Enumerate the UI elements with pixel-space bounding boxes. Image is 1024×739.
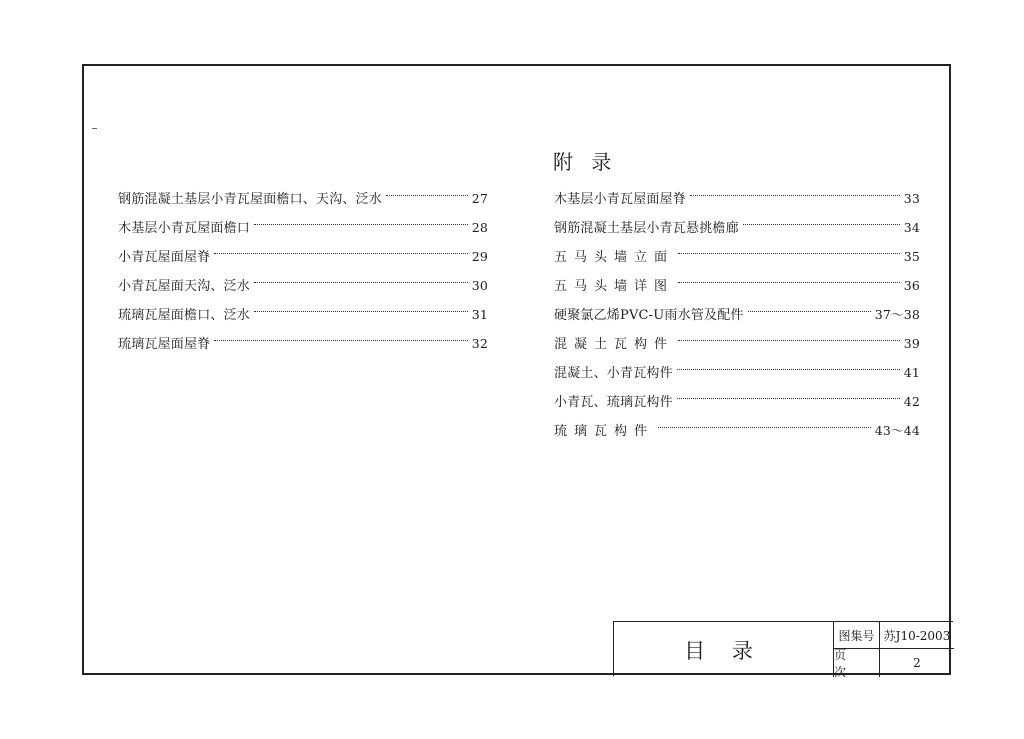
toc-entry-title: 五马头墙详图 [554, 279, 675, 294]
toc-entry[interactable] [118, 271, 488, 300]
dot-leader [690, 195, 900, 196]
toc-entry-page: 37～38 [874, 307, 920, 322]
toc-entry-title: 硬聚氯乙烯PVC-U雨水管及配件 [554, 308, 744, 323]
toc-entry-title: 木基层小青瓦屋面檐口 [118, 221, 251, 236]
toc-entry-title: 钢筋混凝土基层小青瓦悬挑檐廊 [554, 221, 739, 236]
toc-entry-title: 木基层小青瓦屋面屋脊 [554, 192, 687, 207]
appendix-entry[interactable] [554, 358, 920, 387]
dot-leader [386, 195, 468, 196]
page-number: 2 [913, 656, 921, 670]
toc-entry-page: 39 [903, 336, 920, 351]
drawing-title: 目 录 [614, 622, 834, 677]
dot-leader [254, 311, 468, 312]
appendix-entry[interactable] [554, 416, 920, 445]
atlas-number-label: 图集号 [834, 622, 880, 649]
toc-entry-title: 琉璃瓦构件 [554, 424, 655, 439]
appendix-heading: 附 录 [553, 150, 618, 174]
dot-leader [743, 224, 900, 225]
dot-leader [214, 340, 467, 341]
dot-leader [214, 253, 467, 254]
appendix-entry[interactable] [554, 271, 920, 300]
dot-leader [748, 311, 871, 312]
toc-entry-page: 32 [471, 336, 488, 351]
dot-leader [677, 398, 900, 399]
toc-entry-page: 29 [471, 249, 488, 264]
toc-entry-page: 34 [903, 220, 920, 235]
toc-entry-title: 琉璃瓦屋面檐口、泛水 [118, 308, 251, 323]
appendix-entry[interactable] [554, 213, 920, 242]
appendix-entry[interactable] [554, 300, 920, 329]
dot-leader [254, 224, 468, 225]
appendix-entry[interactable] [554, 329, 920, 358]
toc-entry-page: 27 [471, 191, 488, 206]
toc-entry[interactable] [118, 329, 488, 358]
toc-entry-title: 钢筋混凝土基层小青瓦屋面檐口、天沟、泛水 [118, 192, 383, 207]
toc-entry-page: 31 [471, 307, 488, 322]
toc-entry-page: 42 [903, 394, 920, 409]
toc-entry[interactable] [118, 213, 488, 242]
toc-entry[interactable] [118, 184, 488, 213]
toc-entry-title: 小青瓦屋面屋脊 [118, 250, 211, 265]
toc-entry[interactable] [118, 300, 488, 329]
page-number-label: 页 次 [834, 649, 880, 677]
dot-leader [678, 253, 900, 254]
title-block [613, 621, 953, 679]
toc-entry-title: 小青瓦、琉璃瓦构件 [554, 395, 673, 410]
scan-speck [92, 128, 97, 129]
toc-entry-title: 琉璃瓦屋面屋脊 [118, 337, 211, 352]
toc-entry-page: 28 [471, 220, 488, 235]
toc-entry-page: 30 [471, 278, 488, 293]
appendix-entry[interactable] [554, 387, 920, 416]
appendix-entry[interactable] [554, 184, 920, 213]
dot-leader [658, 427, 871, 428]
dot-leader [677, 369, 900, 370]
atlas-number: 苏J10-2003 [880, 622, 954, 649]
toc-entry-page: 43～44 [874, 423, 920, 438]
toc-entry-page: 33 [903, 191, 920, 206]
toc-entry-title: 混凝土、小青瓦构件 [554, 366, 673, 381]
toc-entry-page: 41 [903, 365, 920, 380]
toc-entry-title: 五马头墙立面 [554, 250, 675, 265]
dot-leader [678, 282, 900, 283]
toc-entry-title: 小青瓦屋面天沟、泛水 [118, 279, 251, 294]
toc-left-column [118, 184, 488, 358]
toc-entry-title: 混凝土瓦构件 [554, 337, 675, 352]
toc-entry[interactable] [118, 242, 488, 271]
toc-appendix-column [554, 184, 920, 445]
dot-leader [254, 282, 468, 283]
toc-entry-page: 35 [903, 249, 920, 264]
toc-entry-page: 36 [903, 278, 920, 293]
appendix-entry[interactable] [554, 242, 920, 271]
dot-leader [678, 340, 900, 341]
